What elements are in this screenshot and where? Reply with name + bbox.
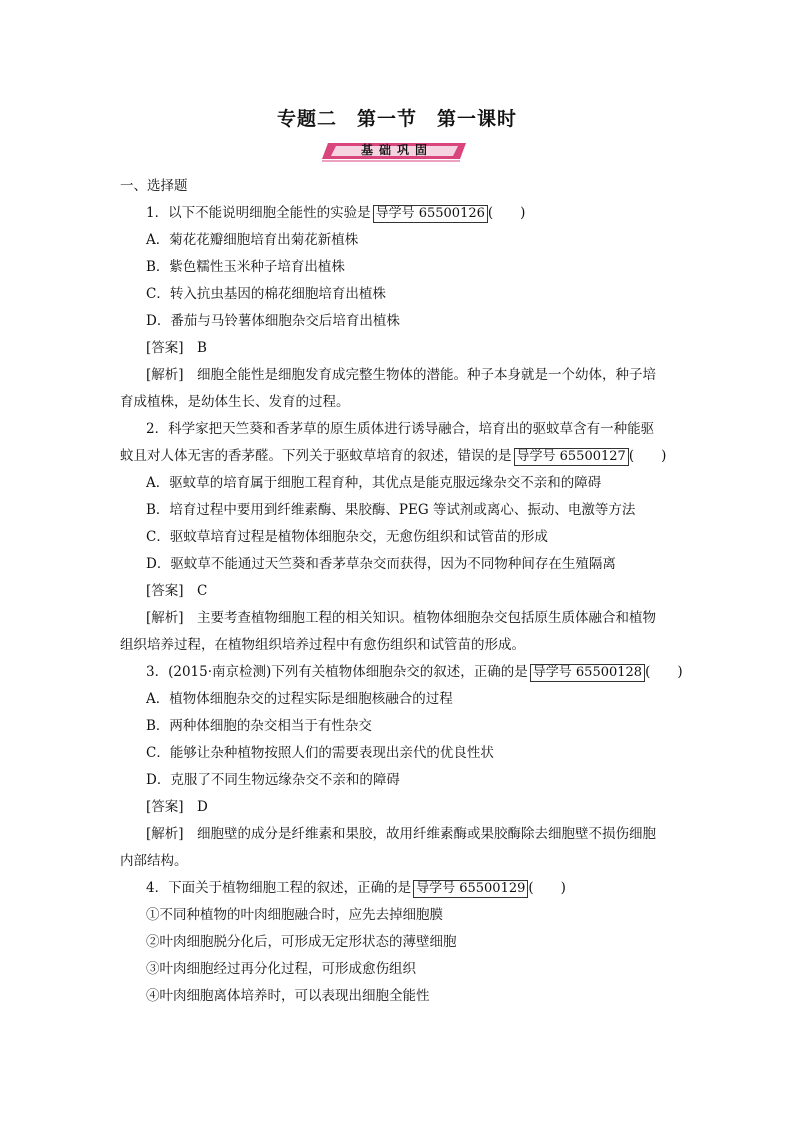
answer-blank: ( ) [487,205,526,221]
option: B．培育过程中要用到纤维素酶、果胶酶、PEG 等试剂或离心、振动、电激等方法 [146,502,636,518]
statement: ①不同种植物的叶肉细胞融合时，应先去掉细胞膜 [146,907,443,923]
option: D．驱蚊草不能通过天竺葵和香茅草杂交而获得，因为不同物种间存在生殖隔离 [146,556,616,572]
question-stem [120,443,680,470]
explain-text: 育成植株，是幼体生长、发育的过程。 [120,394,350,410]
explain-tag: [解析] [146,610,184,626]
option: B．紫色糯性玉米种子培育出植株 [146,259,345,275]
answer-tag: [答案] [146,583,184,599]
stem-text: 4．下面关于植物细胞工程的叙述，正确的是 [146,880,412,896]
reference-number: 导学号 65500127 [514,448,629,466]
explanation [120,605,680,659]
option: C．转入抗虫基因的棉花细胞培育出植株 [146,286,386,302]
option: C．能够让杂种植物按照人们的需要表现出亲代的优良性状 [146,745,494,761]
option: A．植物体细胞杂交的过程实际是细胞核融合的过程 [146,691,453,707]
option: A．驱蚊草的培育属于细胞工程育种，其优点是能克服远缘杂交不亲和的障碍 [146,475,602,491]
option: D．番茄与马铃薯体细胞杂交后培育出植株 [146,313,400,329]
question-4 [120,875,680,1010]
question-stem [120,200,680,227]
answer-blank: ( ) [628,448,667,464]
reference-number: 导学号 65500126 [373,205,488,223]
reference-number: 导学号 65500128 [530,664,645,682]
option: A．菊花花瓣细胞培育出菊花新植株 [146,232,359,248]
answer-tag: [答案] [146,340,184,356]
option: D．克服了不同生物远缘杂交不亲和的障碍 [146,772,400,788]
stem-text: 3．(2015·南京检测)下列有关植物体细胞杂交的叙述，正确的是 [146,664,528,680]
statement: ③叶肉细胞经过再分化过程，可形成愈伤组织 [146,961,416,977]
explanation [120,362,680,416]
question-list [120,173,683,1010]
question-stem [120,875,680,902]
answer [120,578,680,605]
option: B．两种体细胞的杂交相当于有性杂交 [146,718,372,734]
answer-blank: ( ) [528,880,566,896]
explain-text: 内部结构。 [120,853,188,869]
section-heading: 一、选择题 [120,178,188,194]
question-2 [120,416,680,659]
reference-number: 导学号 65500129 [413,880,528,898]
answer [120,335,680,362]
question-stem [120,659,683,686]
answer-value: D [197,799,208,815]
answer [120,794,680,821]
stem-text: 2．科学家把天竺葵和香茅草的原生质体进行诱导融合，培育出的驱蚊草含有一种能驱 [146,421,655,437]
stem-text: 1．以下不能说明细胞全能性的实验是 [146,205,371,221]
explain-text: 细胞全能性是细胞发育成完整生物体的潜能。种子本身就是一个幼体，种子培 [197,367,657,383]
explain-text: 组织培养过程，在植物组织培养过程中有愈伤组织和试管苗的形成。 [120,637,525,653]
answer-value: C [197,583,208,599]
statement: ④叶肉细胞离体培养时，可以表现出细胞全能性 [146,988,430,1004]
answer-value: B [197,340,207,356]
banner-label: 基础巩固 [360,143,433,157]
explain-tag: [解析] [146,826,184,842]
explain-text: 主要考查植物细胞工程的相关知识。植物体细胞杂交包括原生质体融合和植物 [197,610,657,626]
explain-text: 细胞壁的成分是纤维素和果胶，故用纤维素酶或果胶酶除去细胞壁不损伤细胞 [197,826,657,842]
question-3 [120,659,683,875]
answer-tag: [答案] [146,799,184,815]
section-banner [322,140,472,162]
answer-blank: ( ) [645,664,683,680]
page-title: 专题二 第一节 第一课时 [276,108,517,130]
question-1 [120,200,680,416]
stem-text: 蚊且对人体无害的香茅醛。下列关于驱蚊草培育的叙述，错误的是 [120,448,512,464]
explanation [120,821,680,875]
option: C．驱蚊草培育过程是植物体细胞杂交，无愈伤组织和试管苗的形成 [146,529,548,545]
explain-tag: [解析] [146,367,184,383]
statement: ②叶肉细胞脱分化后，可形成无定形状态的薄壁细胞 [146,934,457,950]
